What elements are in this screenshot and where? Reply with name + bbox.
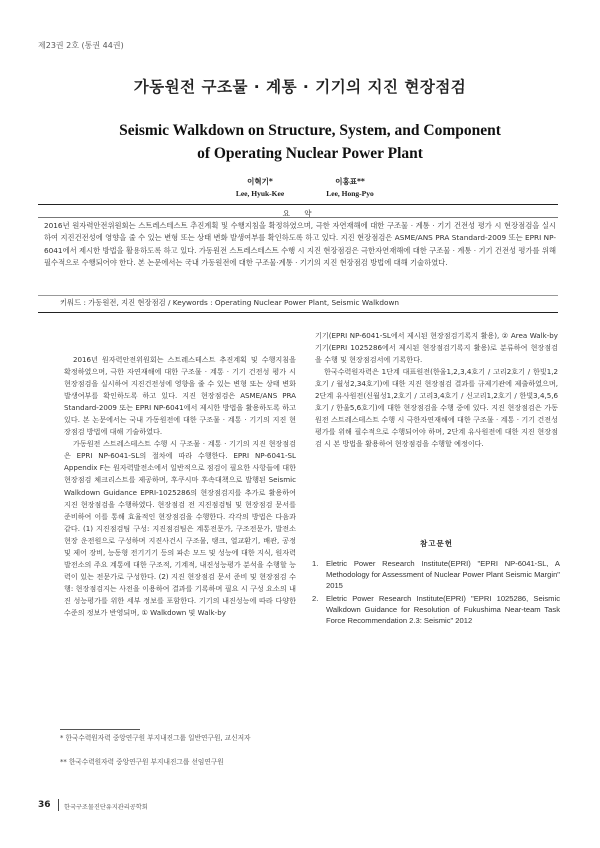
footer-divider (58, 799, 59, 811)
english-title-line2: of Operating Nuclear Power Plant (197, 145, 423, 162)
reference-number: 1. (312, 559, 319, 568)
references-heading: 참고문헌 (420, 539, 453, 548)
author-2-english: Lee, Hong-Pyo (326, 189, 374, 198)
keywords: 키워드 : 가동원전, 지진 현장점검 / Keywords : Operating Nuclear Power Plant, Seismic Walkdown (60, 298, 400, 307)
reference-text: Eletric Power Research Institute(EPRI) "EPRI NP-6041-SL, A Methodology for Assessment of Nuclear Power Plant Seismic Margin" 2015 (326, 559, 560, 591)
journal-name: 한국구조물진단유지관리공학회 (64, 804, 148, 811)
reference-item (310, 558, 560, 592)
body-paragraph-2: 가동원전 스트레스테스트 수행 시 구조물 · 계통 · 기기의 지진 현장점검은 EPRI NP-6041-SL의 절차에 따라 수행한다. EPRI NP-6041-SL Appendix F는 원자력발전소에서 일반적으로 점검이 필요한 사항들에 대한 현장점검 체크리스트를 제공하며, 후쿠시마 후속대책으로 발행된 Seismic Walkdown Guidance EPRI-1025286의 현장점검지를 추가로 활용하여 지진 현장점검을 수행하였다. 현장점검 전 지진점검팀 및 현장점검 문서를 준비하여 이를 통해 효율적인 현장점검을 수행한다. 각각의 방법은 다음과 같다. (1) 지진점검팀 구성: 지진점검팀은 계통전문가, 구조전문가, 발전소 현장 운전원으로 구성하며 지진사건시 구조물, 탱크, 열교환기, 배관, 공정 및 제어 장비, 능동형 전기기기 등의 파손 모드 및 성능에 대한 지식, 원자력 발전소의 주요 계통에 대한 구조적, 기계적, 내진성능평가 분석을 수행할 능력이 있는 전문가로 구성한다. (2) 지진 현장점검 문서 준비 및 현장점검 수행: 현장점검지는 사전을 이용하여 결과를 기록하며 필요 시 구성 요소의 내진 성능평가를 위한 세부 정보를 포함한다. 기기의 내진성능에 따라 다양한 수준의 정보가 반영되며, ① Walkdown 및 Walk-by (64, 439, 296, 617)
abstract-heading-rule (38, 217, 558, 218)
author-1-korean: 이혁기* (247, 177, 273, 186)
abstract-bottom-rule (38, 312, 558, 313)
keywords-rule (38, 295, 558, 296)
reference-text: Eletric Power Research Institute(EPRI) "EPRI 1025286, Seismic Walkdown Guidance for Resolution of Fukushima Near-team Task Force Recommendation 2.3: Seismic" 2012 (326, 593, 560, 626)
body-left-column (64, 354, 296, 619)
references-list (310, 558, 560, 627)
body-paragraph-3: 기기(EPRI NP-6041-SL에서 제시된 현장점검기록지 활용), ② Area Walk-by 기기(EPRI 1025286에서 제시된 현장점검기록지 활용)로 분류하여 현장점검을 수행 및 현장점검서에 기록한다. (315, 331, 558, 365)
english-title-line1: Seismic Walkdown on Structure, System, and Component (119, 122, 501, 139)
footnote-2: ** 한국수력원자력 중앙연구원 부지내진그룹 선임연구원 (60, 758, 224, 766)
abstract-text: 2016년 원자력안전위원회는 스트레스테스트 추진계획 및 수행지침을 확정하였으며, 극한 자연재해에 대한 구조물 · 계통 · 기기 건전성 평가 시 현장점검을 실시하여 지진건전성에 영향을 줄 수 있는 변형 또는 상태 변화 발생여부를 확인하도록 하고 있다. 지진 현장점검은 ASME/ANS PRA Standard-2009 또는 EPRI NP-6041에서 제시한 방법을 활용하도록 하고 있다. 가동원전 스트레스테스트 수행 시 지진 현장점검은 극한자연재해에 대한 구조물 · 계통 · 기기 건전성 평가를 위해 필수적으로 수행되어야 한다. 본 논문에서는 국내 가동원전에 대한 구조물·계통 · 기기의 지진 현장점검 방법에 대해 기술하였다. (44, 221, 556, 267)
abstract-heading: 요 약 (282, 209, 318, 218)
reference-number: 2. (312, 593, 319, 603)
reference-item (310, 593, 560, 627)
korean-title: 가동원전 구조물 · 계통 · 기기의 지진 현장점검 (133, 78, 467, 96)
body-right-column (315, 330, 558, 450)
author-1 (225, 176, 295, 200)
abstract-top-rule (38, 204, 558, 205)
author-2 (310, 176, 390, 200)
author-1-english: Lee, Hyuk-Kee (235, 189, 285, 198)
footnote-1: * 한국수력원자력 중앙연구원 부지내진그룹 일반연구원, 교신저자 (60, 734, 251, 742)
body-paragraph-4: 한국수력원자력은 1단계 대표원전(한울1,2,3,4호기 / 고리2호기 / 한빛1,2호기 / 월성2,34호기)에 대한 지진 현장점검 결과를 규제기관에 제출하였으며, 2단계 유사원전(신월성1,2호기 / 고리3,4호기 / 신고리1,2호기 / 한빛3,4,5,6호기 / 한울5,6호기)에 대한 현장점검을 수행 중에 있다. 지진 현장점검은 가동원전 스트레스테스트 수행 시 극한자연재해에 대한 구조물 · 계통 · 기기 건전성 평가를 위해 필수적으로 수행되어야 하며, 2단계 유사원전에 대한 지진 현장점검 시 본 방법을 활용하여 현장점검을 수행할 예정이다. (315, 367, 558, 449)
body-paragraph-1: 2016년 원자력안전위원회는 스트레스테스트 추진계획 및 수행지침을 확정하였으며, 극한 자연재해에 대한 구조물 · 계통 · 기기 건전성 평가 시 현장점검을 실시하여 지진건전성에 영향을 줄 수 있는 변형 또는 상태 변화 발생여부를 확인하도록 하고 있다. 지진 현장점검은 ASME/ANS PRA Standard-2009 또는 EPRI NP-6041에서 제시한 방법을 활용하도록 하고 있다. 본 논문에서는 국내 가동원전에 대한 구조물 · 계통 · 기기의 지진 현장점검 방법에 대해 기술하였다. (64, 355, 296, 437)
english-title (90, 119, 530, 165)
author-2-korean: 이홍표** (335, 177, 365, 186)
issue-label: 제23권 2호 (통권 44권) (38, 41, 124, 50)
page-number: 36 (38, 800, 51, 810)
footnote-rule (60, 729, 140, 730)
